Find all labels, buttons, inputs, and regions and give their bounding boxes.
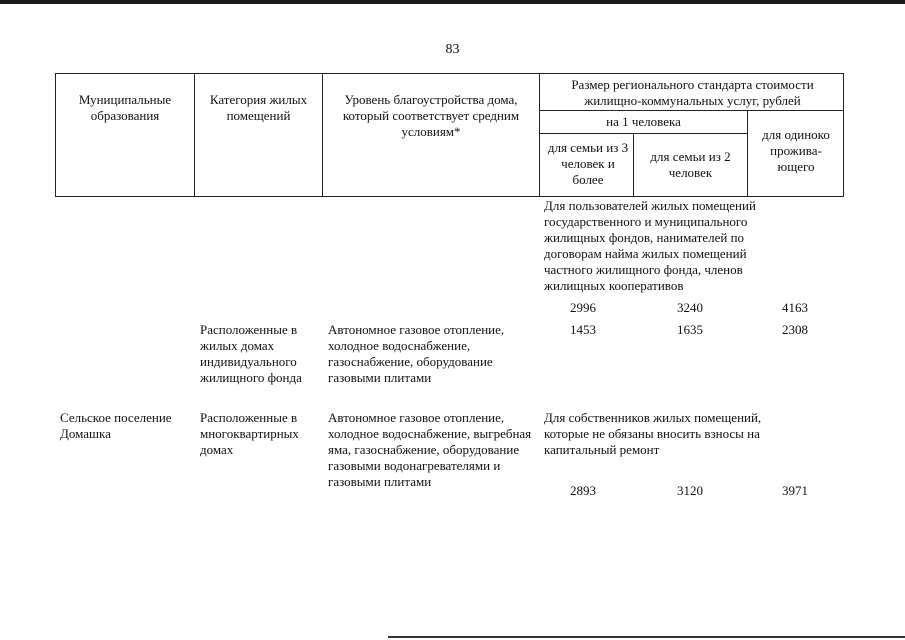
header-family2: для семьи из 2 человек (650, 149, 731, 180)
row-individual-value-single: 2308 (782, 322, 808, 337)
header-size: Размер регионального стандарта стоимости жилищно-коммунальных услуг, рублей (571, 77, 814, 108)
section1-value-family3: 2996 (570, 300, 596, 315)
header-mid-line (539, 110, 844, 111)
header-bottom-line (55, 196, 844, 197)
row-individual-category: Расположенные в жилых домах индивидуального жилищного фонда (200, 322, 302, 385)
row-apartment-level: Автономное газовое отопление, холодное водоснабжение, выгребная яма, газоснабжение, оборудование газовыми водонагревателями и газовыми плитами (328, 410, 532, 489)
section1-value-family2: 3240 (677, 300, 703, 315)
section1-title: Для пользователей жилых помещений государственного и муниципального жилищных фондов, нанимателей по договорам найма жилых помещений частного жилищного фонда, членов жилищных кооперативов (544, 198, 756, 293)
row-individual-value-family2: 1635 (677, 322, 703, 337)
grid-vline (539, 73, 540, 197)
municipality-name: Сельское поселение Домашка (60, 410, 172, 441)
row-apartment-category: Расположенные в многоквартирных домах (200, 410, 299, 457)
header-category: Категория жилых помещений (209, 92, 308, 123)
grid-vline (843, 73, 844, 197)
grid-vline (55, 73, 56, 197)
section1-value-single: 4163 (782, 300, 808, 315)
header-sub-line (539, 133, 748, 134)
header-single: для одиноко прожива-ющего (762, 127, 830, 174)
header-per-person: на 1 человека (606, 114, 681, 129)
row-individual-value-family3: 1453 (570, 322, 596, 337)
header-top-line (55, 73, 844, 74)
section2-value-family3: 2893 (570, 483, 596, 498)
header-level: Уровень благоустройства дома, который соответствует средним условиям* (342, 92, 520, 139)
bottom-border (388, 636, 905, 638)
row-individual-level: Автономное газовое отопление, холодное водоснабжение, газоснабжение, оборудование газовыми плитами (328, 322, 505, 385)
top-border (0, 0, 905, 4)
section2-value-family2: 3120 (677, 483, 703, 498)
header-municipality: Муниципальные образования (78, 92, 172, 123)
grid-vline (194, 73, 195, 197)
grid-vline (633, 133, 634, 197)
grid-vline (747, 110, 748, 197)
header-family3: для семьи из 3 человек и более (547, 140, 629, 187)
grid-vline (322, 73, 323, 197)
section2-title: Для собственников жилых помещений, которые не обязаны вносить взносы на капитальный ремонт (544, 410, 762, 457)
page-number: 83 (445, 42, 460, 57)
section2-value-single: 3971 (782, 483, 808, 498)
